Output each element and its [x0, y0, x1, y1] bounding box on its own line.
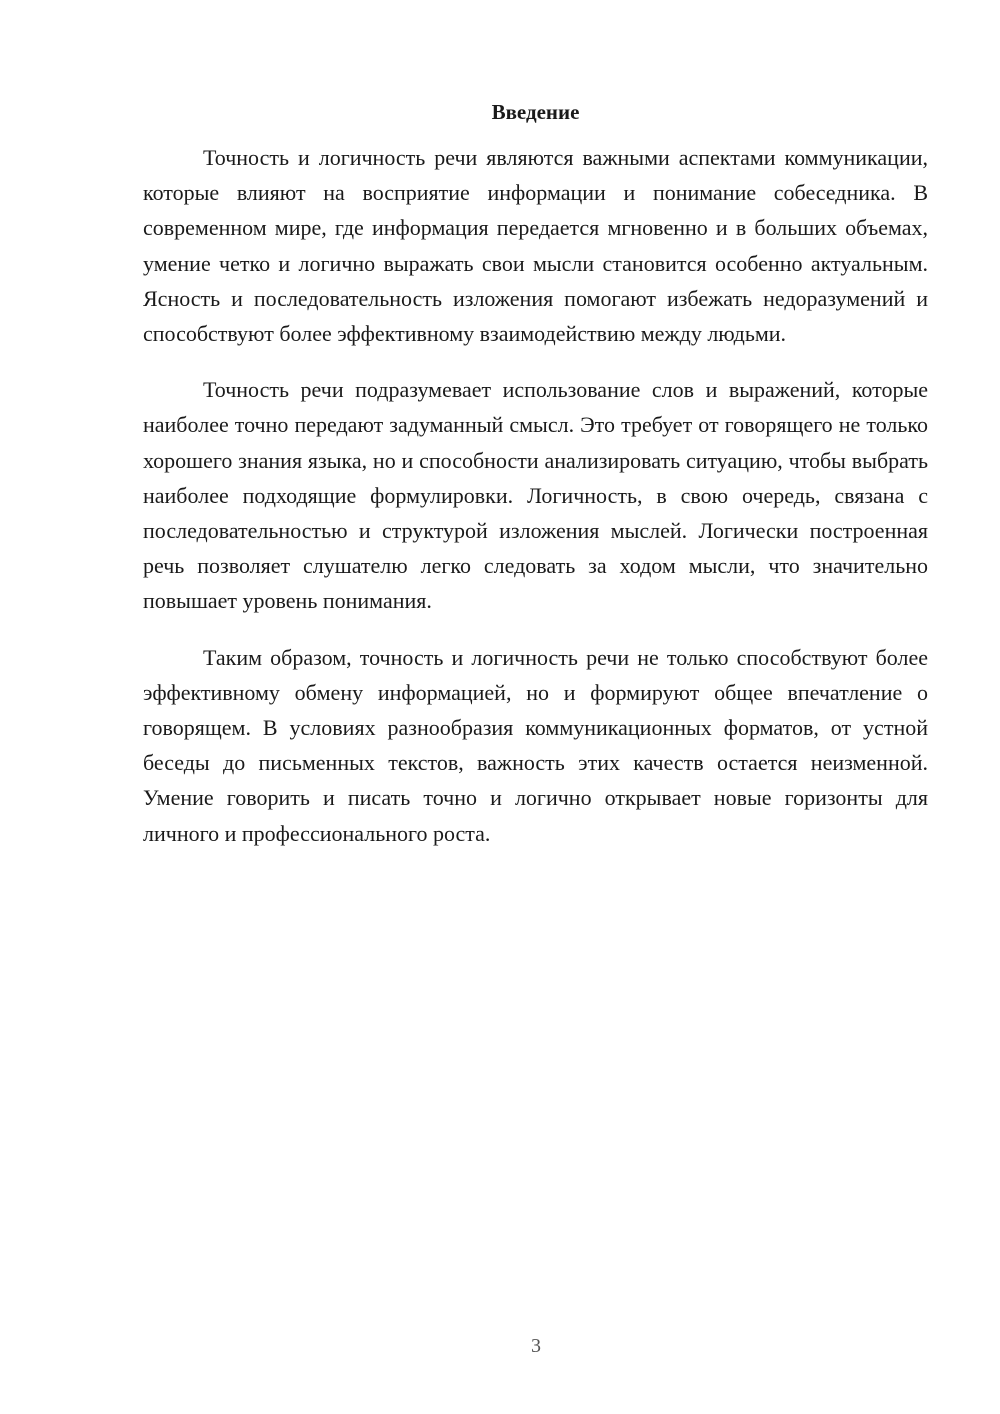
page-number: 3: [531, 1335, 541, 1357]
paragraph-2: Точность речи подразумевает использование слов и выражений, которые наиболее точно передают задуманный смысл. Это требует от говорящего не только хорошего знания языка, но и способности анализировать ситуацию, чтобы выбрать наиболее подходящие формулировки. Логичность, в свою очередь, связана с последовательностью и структурой изложения мыслей. Логически построенная речь позволяет слушателю легко следовать за ходом мысли, что значительно повышает уровень понимания.: [143, 377, 928, 614]
page-content: [143, 96, 928, 872]
paragraph-3: Таким образом, точность и логичность речи не только способствуют более эффективному обмену информацией, но и формируют общее впечатление о говорящем. В условиях разнообразия коммуникационных форматов, от устной беседы до письменных текстов, важность этих качеств остается неизменной. Умение говорить и писать точно и логично открывает новые горизонты для личного и профессионального роста.: [143, 644, 928, 846]
section-heading: Введение: [491, 100, 580, 124]
paragraph-1: Точность и логичность речи являются важными аспектами коммуникации, которые влияют на восприятие информации и понимание собеседника. В современном мире, где информация передается мгновенно и в больших объемах, умение четко и логично выражать свои мысли становится особенно актуальным. Ясность и последовательность изложения помогают избежать недоразумений и способствуют более эффективному взаимодействию между людьми.: [143, 145, 928, 347]
